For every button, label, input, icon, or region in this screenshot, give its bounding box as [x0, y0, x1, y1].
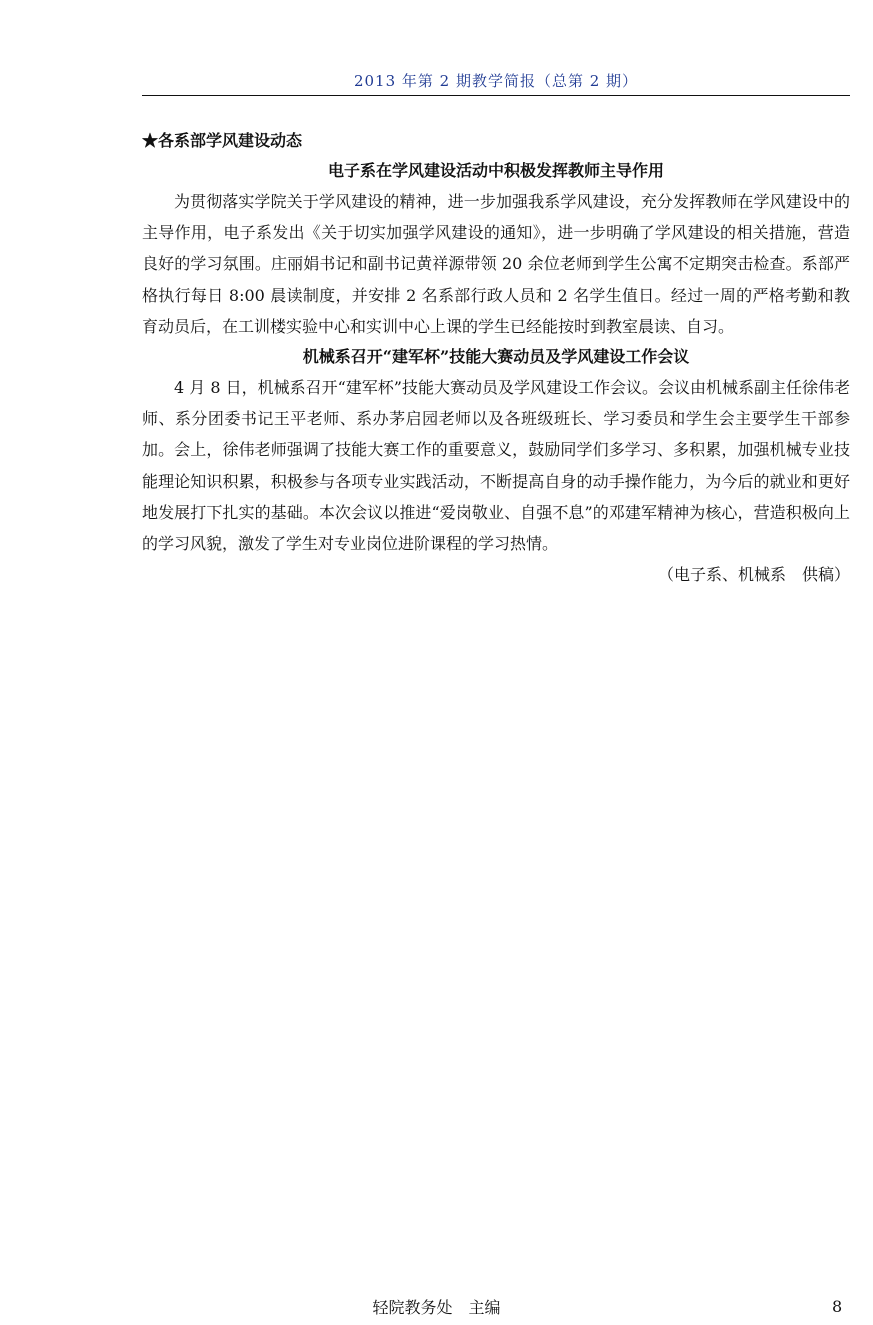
article-title: 机械系召开“建军杯”技能大赛动员及学风建设工作会议	[302, 347, 690, 367]
header-divider	[142, 95, 850, 96]
article-title: 电子系在学风建设活动中积极发挥教师主导作用	[327, 161, 664, 180]
footer-editor: 轻院教务处 主编	[372, 1298, 501, 1317]
main-content	[142, 126, 850, 590]
article	[142, 342, 850, 559]
source-credit: （电子系、机械系 供稿）	[657, 565, 850, 585]
page-number: 8	[832, 1297, 843, 1316]
article-body: 4 月 8 日，机械系召开“建军杯”技能大赛动员及学风建设工作会议。会议由机械系副主任徐伟老师、系分团委书记王平老师、系办茅启园老师以及各班级班长、学习委员和学生会主要学生干部参加。会上，徐伟老师强调了技能大赛工作的重要意义，鼓励同学们多学习、多积累，加强机械专业技能理论知识积累，积极参与各项专业实践活动，不断提高自身的动手操作能力，为今后的就业和更好地发展打下扎实的基础。本次会议以推进“爱岗敬业、自强不息”的邓建军精神为核心，营造积极向上的学习风貌，激发了学生对专业岗位进阶课程的学习热情。	[142, 378, 850, 554]
section-title: ★各系部学风建设动态	[142, 131, 303, 150]
article	[142, 156, 850, 342]
article-body: 为贯彻落实学院关于学风建设的精神，进一步加强我系学风建设，充分发挥教师在学风建设中的主导作用，电子系发出《关于切实加强学风建设的通知》，进一步明确了学风建设的相关措施，营造良好的学习氛围。庄丽娟书记和副书记黄祥源带领 20 余位老师到学生公寓不定期突击检查。系部严格执行每日 8:00 晨读制度，并安排 2 名系部行政人员和 2 名学生值日。经过一周的严格考勤和教育动员后，在工训楼实验中心和实训中心上课的学生已经能按时到教室晨读、自习。	[142, 192, 850, 336]
running-header: 2013 年第 2 期教学简报（总第 2 期）	[353, 72, 639, 90]
